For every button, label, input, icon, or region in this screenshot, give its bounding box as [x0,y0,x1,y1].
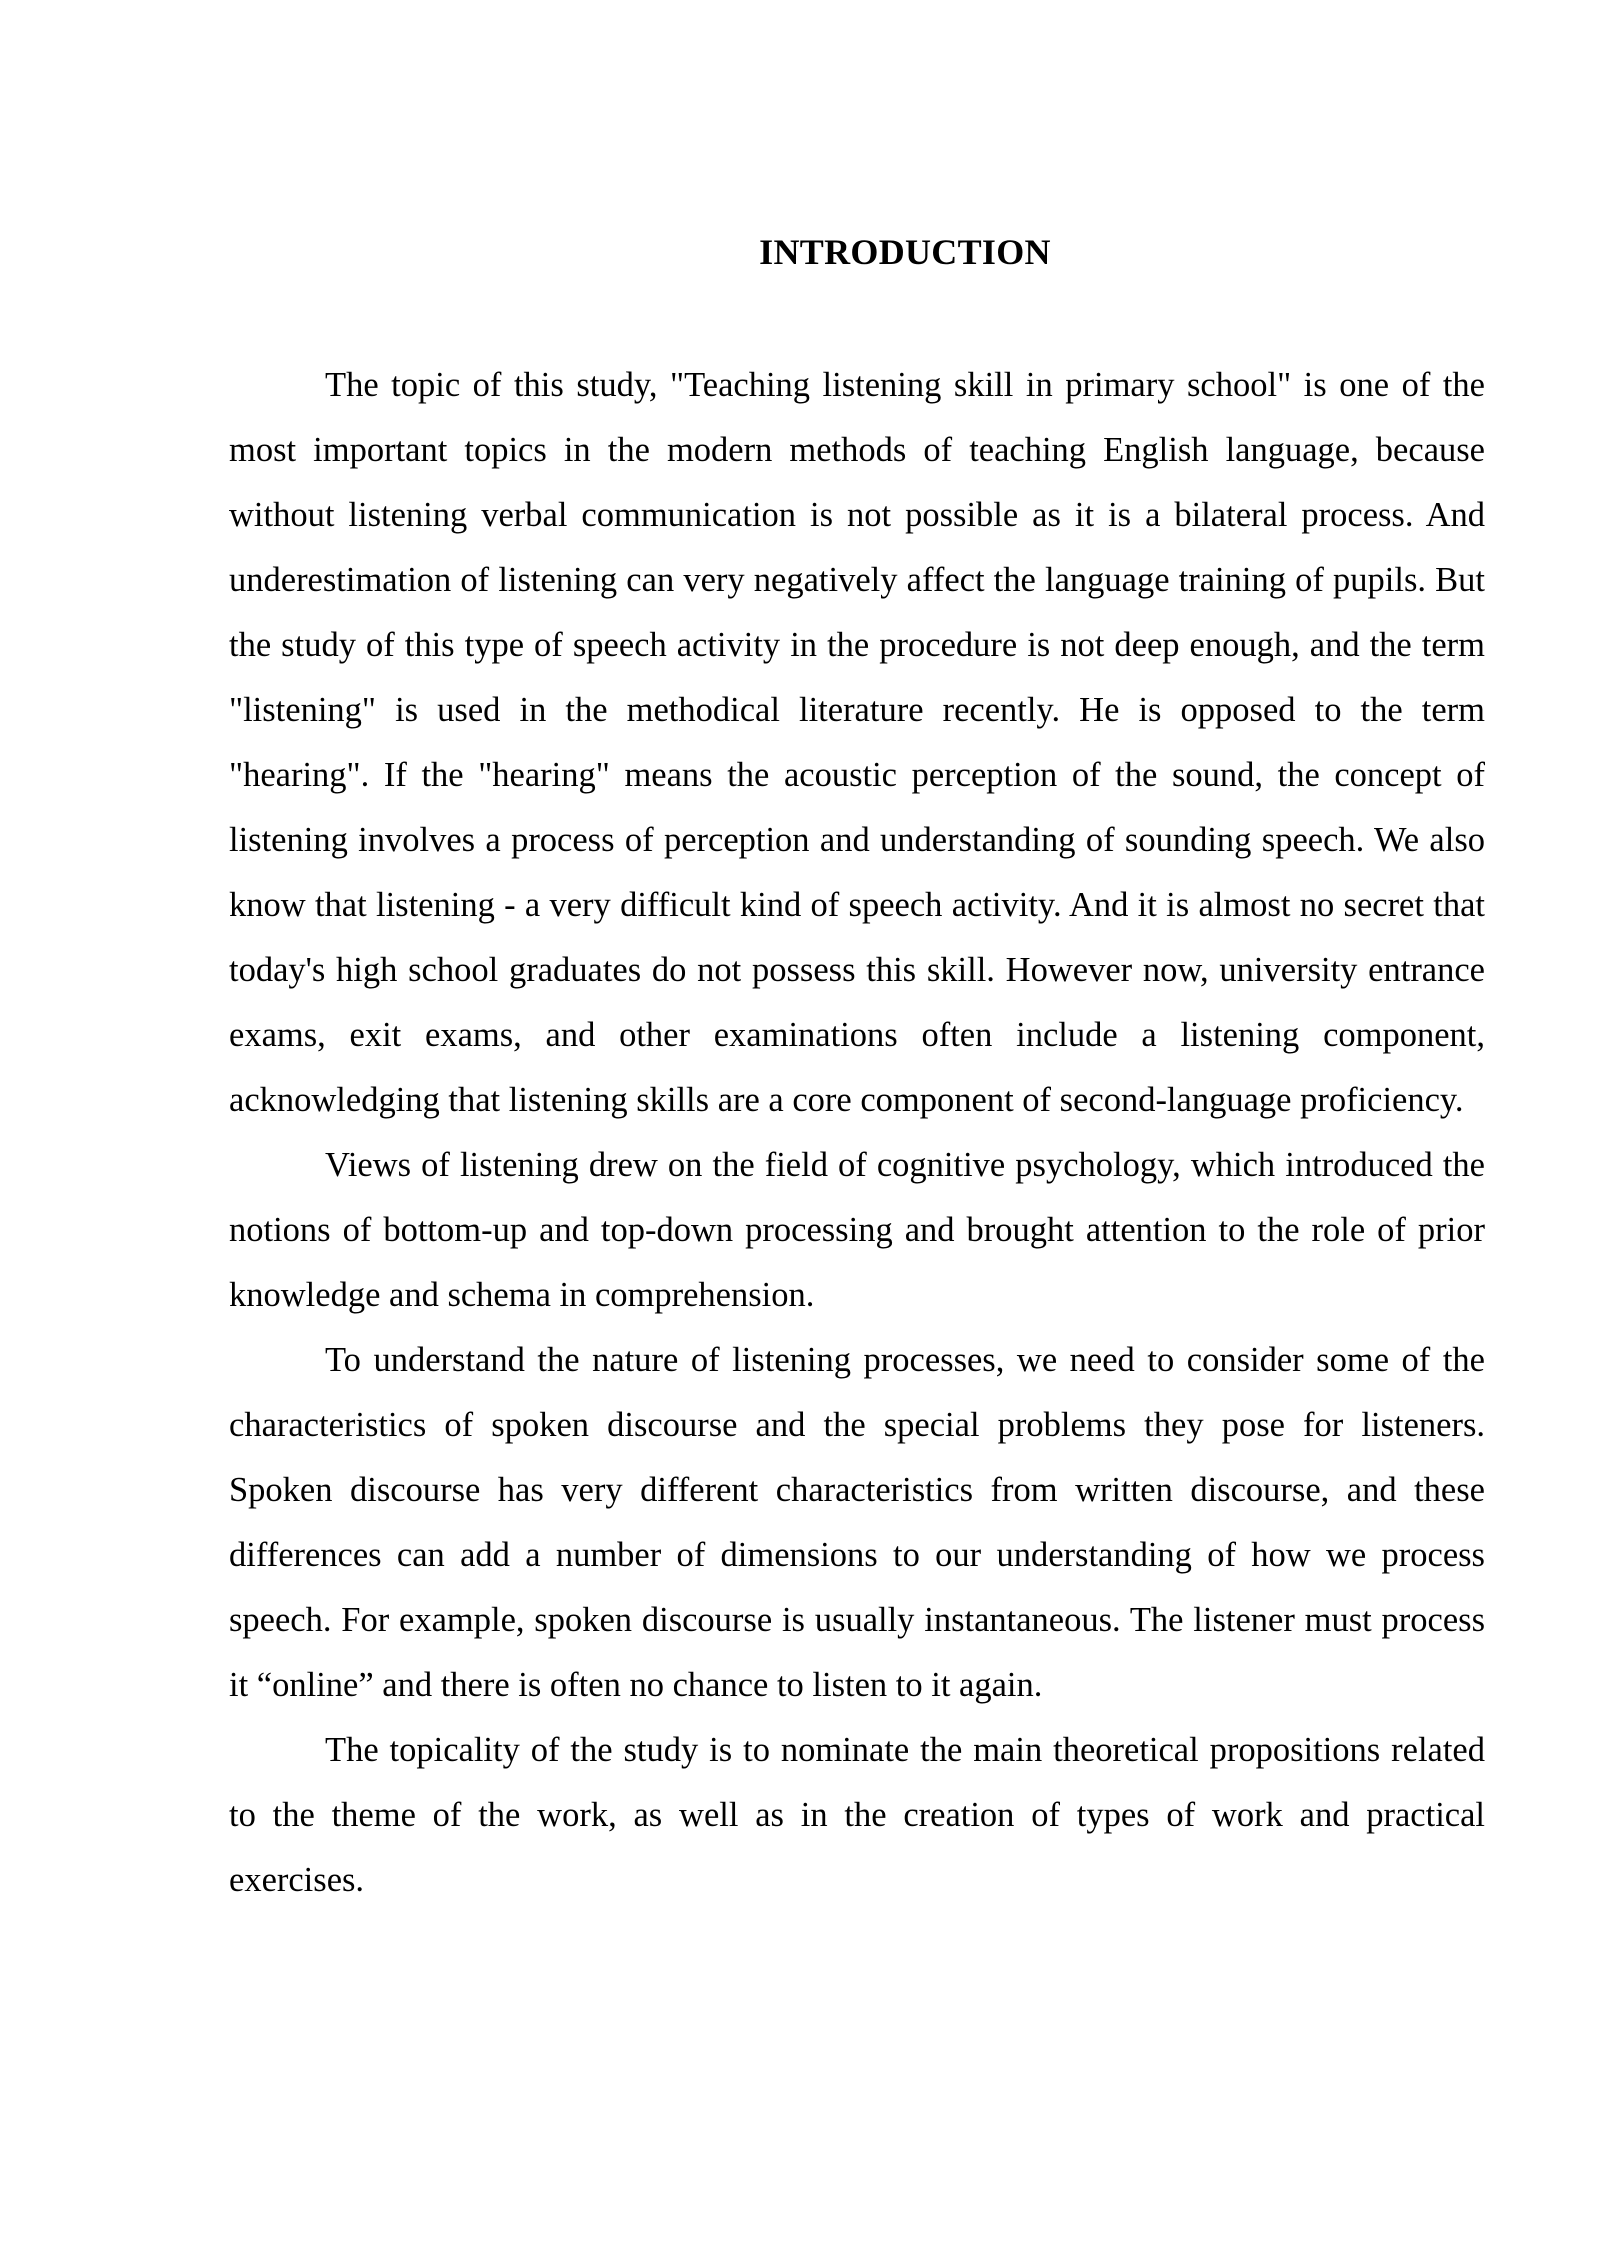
paragraph-topic: The topic of this study, "Teaching listening skill in primary school" is one of the most important topics in the modern methods of teaching English language, because without listening verbal communication is not possible as it is a bilateral process. And underestimation of listening can very negatively affect the language training of pupils. But the study of this type of speech activity in the procedure is not deep enough, and the term "listening" is used in the methodical literature recently. He is opposed to the term "hearing". If the "hearing" means the acoustic perception of the sound, the concept of listening involves a process of perception and understanding of sounding speech. We also know that listening - a very difficult kind of speech activity. And it is almost no secret that today's high school graduates do not possess this skill. However now, university entrance exams, exit exams, and other examinations often include a listening component, acknowledging that listening skills are a core component of second-language proficiency. [229,366,1485,1119]
paragraph-views-of-listening: Views of listening drew on the field of cognitive psychology, which introduced the notions of bottom-up and top-down processing and brought attention to the role of prior knowledge and schema in comprehension. [229,1146,1485,1314]
page-title: INTRODUCTION [759,232,1051,272]
document-body [229,353,1485,1913]
paragraph-topicality: The topicality of the study is to nominate the main theoretical propositions related to the theme of the work, as well as in the creation of types of work and practical exercises. [229,1731,1485,1899]
paragraph-listening-processes: To understand the nature of listening processes, we need to consider some of the characteristics of spoken discourse and the special problems they pose for listeners. Spoken discourse has very different characteristics from written discourse, and these differences can add a number of dimensions to our understanding of how we process speech. For example, spoken discourse is usually instantaneous. The listener must process it “online” and there is often no chance to listen to it again. [229,1341,1485,1704]
